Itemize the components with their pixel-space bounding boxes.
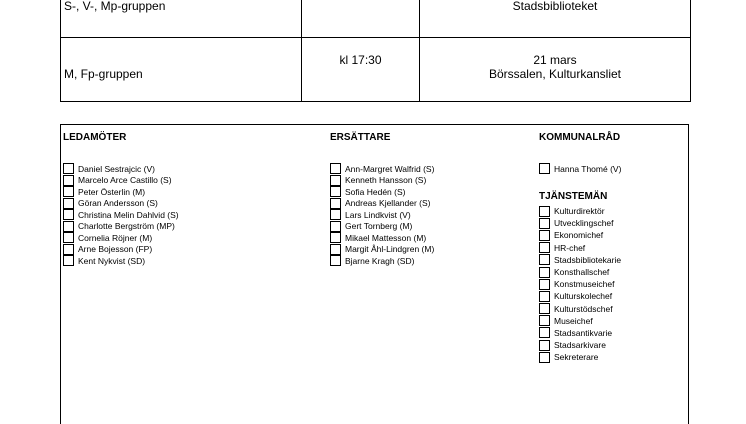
checklist-label: Göran Andersson (S) [78, 198, 158, 209]
checklist-item [330, 186, 434, 198]
checkbox[interactable] [539, 291, 550, 302]
checklist-label: Charlotte Bergström (MP) [78, 221, 175, 232]
checkbox[interactable] [539, 206, 550, 217]
checklist-label: HR-chef [554, 242, 586, 253]
checkbox[interactable] [539, 327, 550, 338]
checkbox[interactable] [330, 198, 341, 209]
time-cell [302, 38, 420, 102]
checklist-label: Utvecklingschef [554, 218, 614, 229]
kommunalrad-list [539, 163, 621, 175]
meeting-place: Börssalen, Kulturkansliet [488, 67, 622, 81]
checklist-label: Konstmuseichef [554, 279, 615, 290]
ersattare-heading: ERSÄTTARE [330, 132, 391, 143]
checklist-label: Marcelo Arce Castillo (S) [78, 175, 172, 186]
checkbox[interactable] [63, 198, 74, 209]
tjanstemen-list [539, 205, 621, 363]
checklist-label: Stadsbibliotekarie [554, 254, 622, 265]
meeting-row [61, 0, 691, 38]
checkbox[interactable] [539, 315, 550, 326]
checklist-label: Kenneth Hansson (S) [345, 175, 427, 186]
meeting-table [60, 0, 691, 102]
checkbox[interactable] [63, 244, 74, 255]
checklist-item [330, 163, 434, 175]
checkbox[interactable] [539, 218, 550, 229]
meeting-time: kl 17:30 [339, 53, 382, 67]
checklist-item [539, 303, 621, 315]
checkbox[interactable] [330, 244, 341, 255]
checkbox[interactable] [330, 232, 341, 243]
ledamoter-heading: LEDAMÖTER [63, 132, 127, 143]
checkbox[interactable] [539, 254, 550, 265]
checklist-item [330, 175, 434, 187]
checkbox[interactable] [539, 340, 550, 351]
checkbox[interactable] [63, 255, 74, 266]
checklist-label: Mikael Mattesson (M) [345, 232, 427, 243]
checklist-label: Daniel Sestrajcic (V) [78, 163, 155, 174]
meeting-time [302, 0, 419, 14]
checklist-label: Andreas Kjellander (S) [345, 198, 431, 209]
checkbox[interactable] [539, 267, 550, 278]
checklist-item [539, 351, 621, 363]
checklist-label: Hanna Thomé (V) [554, 163, 622, 174]
checkbox[interactable] [63, 221, 74, 232]
checklist-item [63, 255, 179, 267]
checklist-label: Sekreterare [554, 352, 599, 363]
checklist-label: Christina Melin Dahlvid (S) [78, 209, 179, 220]
checkbox[interactable] [539, 303, 550, 314]
ersattare-list [330, 163, 434, 267]
meeting-date: 21 mars [533, 53, 577, 67]
checkbox[interactable] [330, 255, 341, 266]
checklist-label: Peter Österlin (M) [78, 186, 146, 197]
ledamoter-list [63, 163, 179, 267]
checkbox[interactable] [539, 242, 550, 253]
checkbox[interactable] [330, 221, 341, 232]
checklist-label: Kulturskolechef [554, 291, 613, 302]
group-cell [61, 38, 302, 102]
checklist-item [63, 232, 179, 244]
checklist-item [539, 266, 621, 278]
checklist-item [330, 209, 434, 221]
checkbox[interactable] [63, 232, 74, 243]
checklist-label: Stadsantikvarie [554, 327, 613, 338]
checklist-item [63, 163, 179, 175]
checklist-item [63, 175, 179, 187]
kommunalrad-heading: KOMMUNALRÅD [539, 132, 621, 143]
checklist-item [539, 290, 621, 302]
meeting-row [61, 38, 691, 102]
checkbox[interactable] [330, 175, 341, 186]
checklist-item [330, 244, 434, 256]
checklist-label: Museichef [554, 315, 593, 326]
checklist-label: Arne Bojesson (FP) [78, 244, 153, 255]
meeting-place: Stadsbiblioteket [512, 0, 598, 13]
checkbox[interactable] [330, 186, 341, 197]
checklist-item [330, 221, 434, 233]
checklist-label: Kulturstödschef [554, 303, 613, 314]
checklist-label: Stadsarkivare [554, 340, 606, 351]
checklist-item [539, 217, 621, 229]
checklist-label: Gert Tornberg (M) [345, 221, 413, 232]
checklist-item [63, 221, 179, 233]
checkbox[interactable] [330, 209, 341, 220]
group-name: M, Fp-gruppen [64, 67, 143, 81]
checklist-item [330, 198, 434, 210]
place-cell [420, 38, 691, 102]
checkbox[interactable] [539, 279, 550, 290]
checklist-label: Bjarne Kragh (SD) [345, 255, 415, 266]
checklist-item [63, 198, 179, 210]
checklist-item [539, 278, 621, 290]
tjanstemen-heading: TJÄNSTEMÄN [539, 191, 608, 202]
checklist-item [539, 229, 621, 241]
checklist-item [330, 255, 434, 267]
checklist-item [539, 327, 621, 339]
checklist-label: Ann-Margret Walfrid (S) [345, 163, 435, 174]
checklist-item [63, 186, 179, 198]
checkbox[interactable] [63, 175, 74, 186]
checklist-item [539, 163, 621, 175]
checkbox[interactable] [539, 352, 550, 363]
checkbox[interactable] [63, 163, 74, 174]
checklist-item [63, 244, 179, 256]
checkbox[interactable] [539, 230, 550, 241]
checklist-item [539, 315, 621, 327]
time-cell [302, 0, 420, 38]
checklist-label: Kulturdirektör [554, 206, 605, 217]
checkbox[interactable] [330, 163, 341, 174]
checklist-label: Sofia Hedén (S) [345, 186, 406, 197]
checkbox[interactable] [63, 209, 74, 220]
checklist-item [539, 242, 621, 254]
checkbox[interactable] [539, 163, 550, 174]
checklist-item [539, 254, 621, 266]
checklist-item [539, 339, 621, 351]
checklist-label: Margit Åhl-Lindgren (M) [345, 244, 435, 255]
place-cell [420, 0, 691, 38]
checklist-label: Lars Lindkvist (V) [345, 209, 411, 220]
checklist-label: Konsthallschef [554, 267, 610, 278]
checklist-item [539, 205, 621, 217]
attendance-box [60, 124, 689, 424]
checklist-label: Kent Nykvist (SD) [78, 255, 146, 266]
checklist-item [63, 209, 179, 221]
checklist-label: Ekonomichef [554, 230, 604, 241]
checklist-item [330, 232, 434, 244]
checkbox[interactable] [63, 186, 74, 197]
group-cell [61, 0, 302, 38]
checklist-label: Cornelia Röjner (M) [78, 232, 153, 243]
group-name: S-, V-, Mp-gruppen [64, 0, 166, 13]
